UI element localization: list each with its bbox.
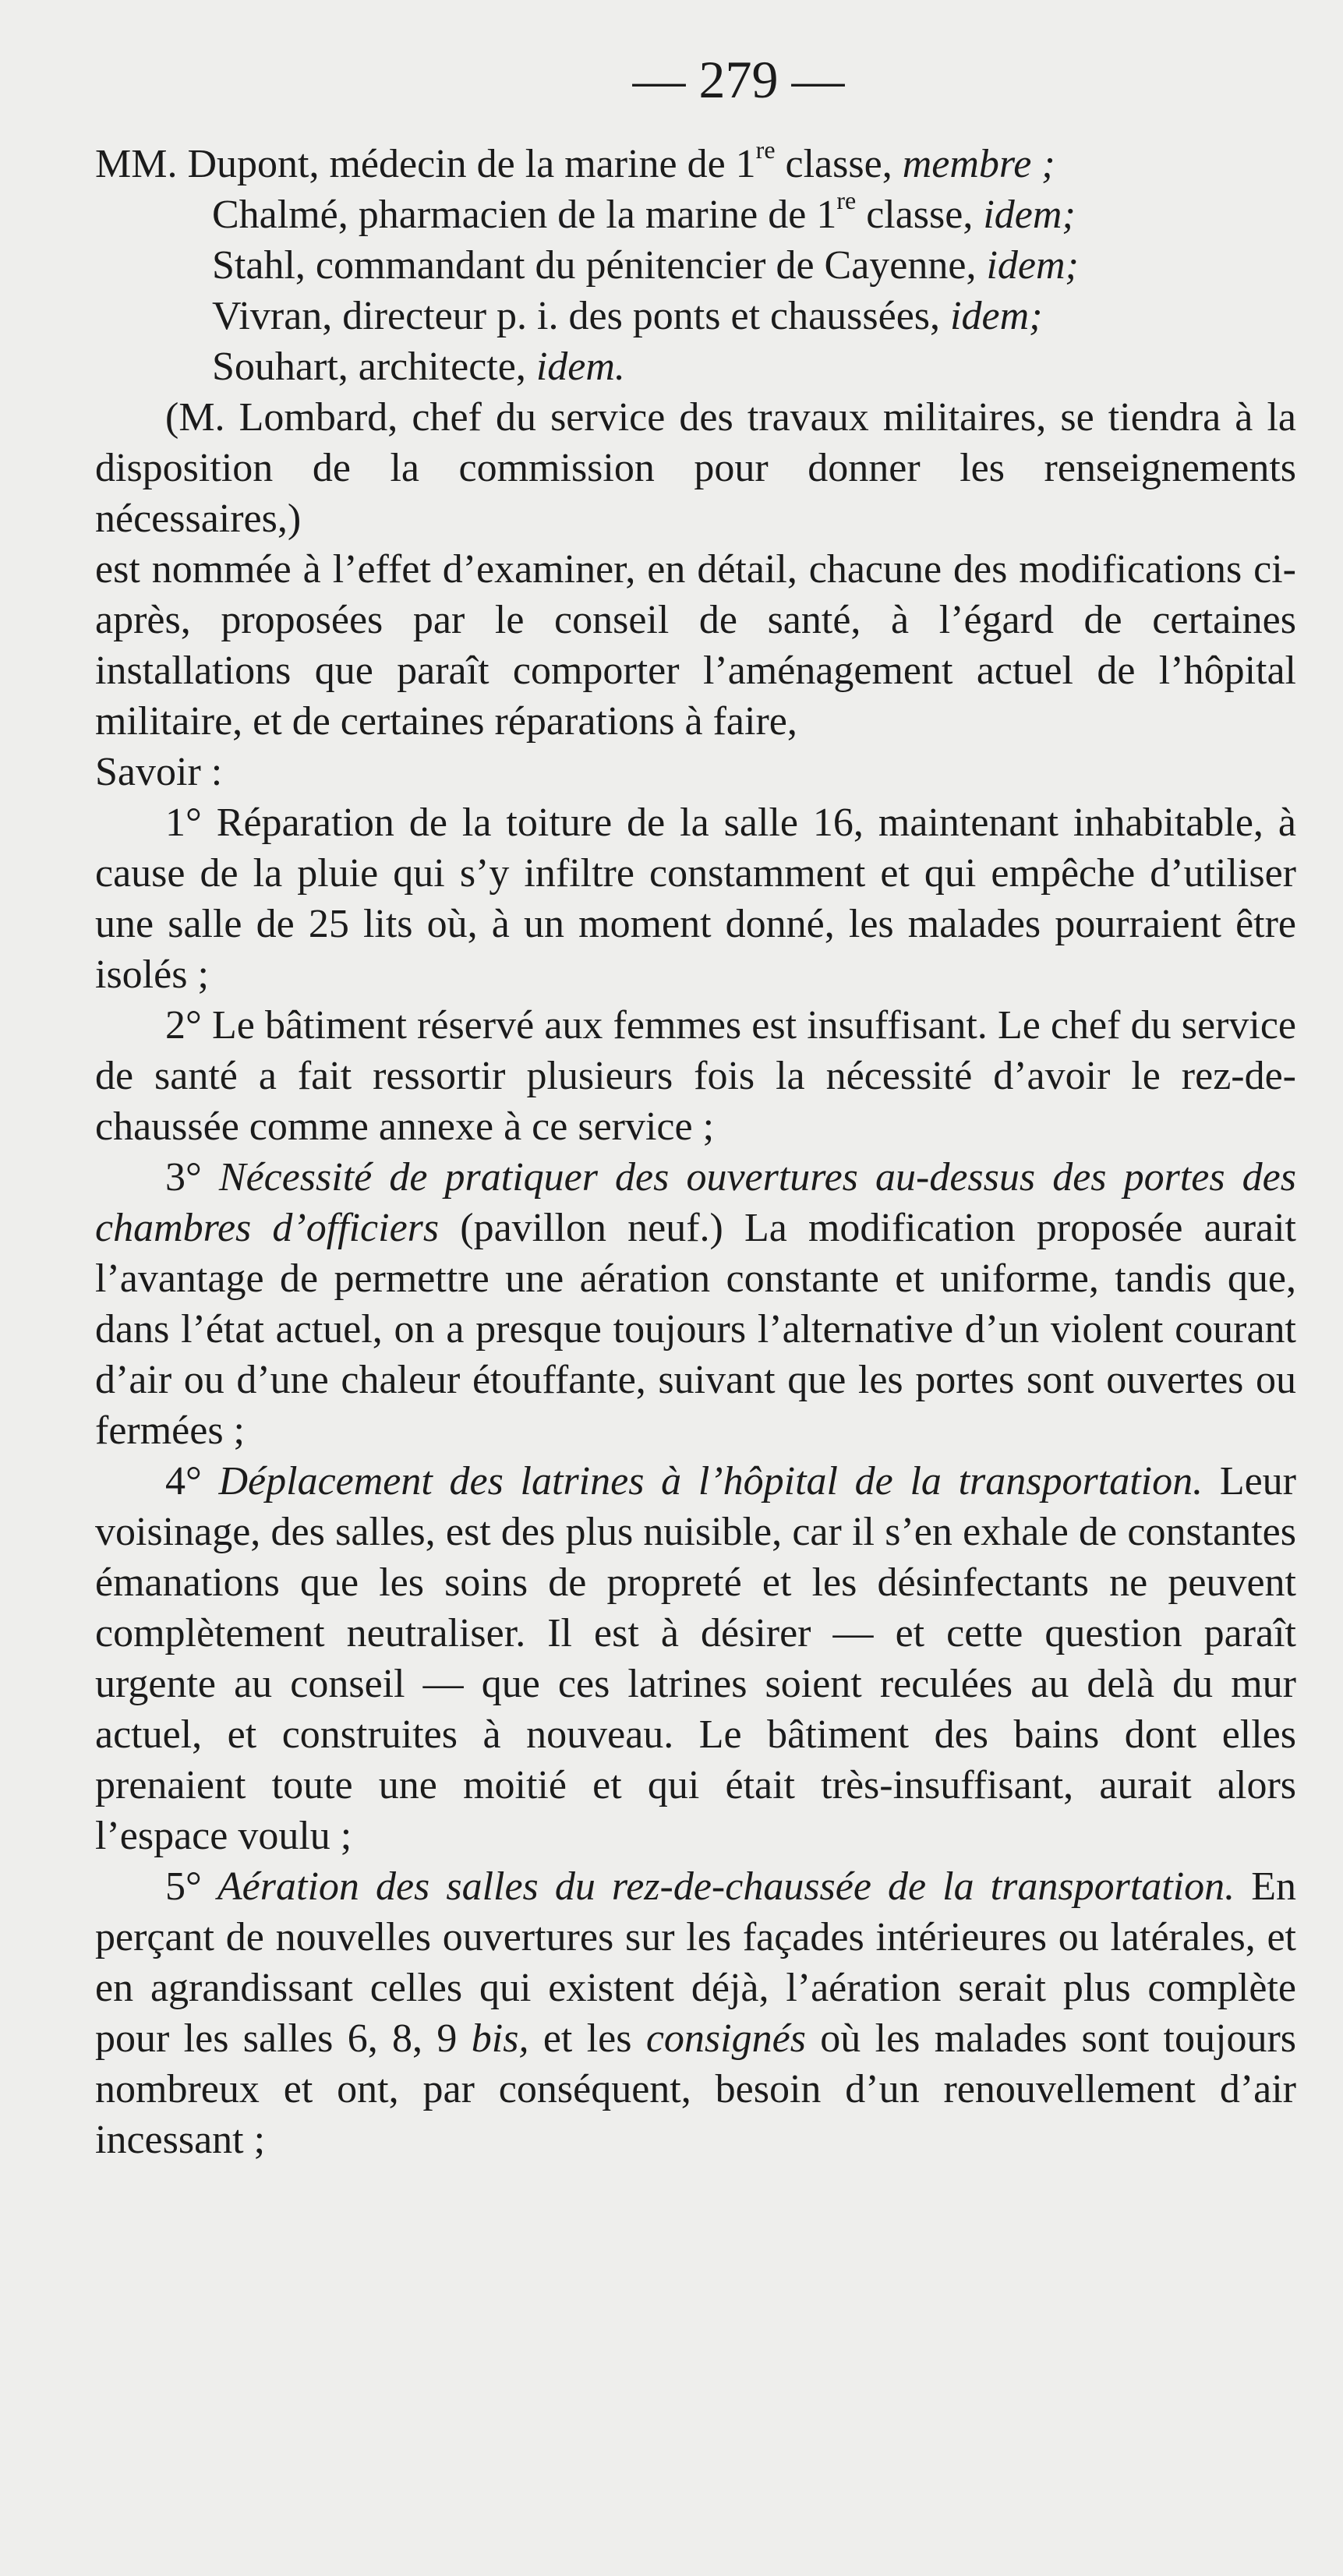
members-list [95,136,1296,392]
item-number: 5° [165,1864,202,1909]
page-number: — 279 — [632,50,845,109]
savoir-heading: Savoir : [95,750,223,794]
item-text: et les [528,2016,646,2061]
member-text: Stahl, commandant du pénitencier de Cayenne, [212,243,987,288]
item-emphasis: consignés [645,2016,806,2061]
item-text: En perçant de nouvelles ouvertures sur les façades intérieures ou latérales, et en agrandissant celles qui existent déjà, l’aération serait plus complète pour les salles 6, 8, 9 [95,1864,1296,2061]
item-3 [95,1152,1296,1456]
item-number: 3° [165,1155,202,1200]
item-1 [95,797,1296,1000]
member-role: idem; [983,193,1076,237]
member-role: membre ; [902,142,1055,186]
item-text: Réparation de la toiture de la salle 16, maintenant inhabitable, à cause de la pluie qui s’y infiltre constamment et qui empêche d’utiliser une salle de 25 lits où, à un moment donné, les malades pourraient être isolés ; [95,800,1296,997]
item-text: où les malades sont toujours nombreux et ont, par conséquent, besoin d’un renouvellement d’air incessant ; [95,2016,1297,2162]
member-role: idem; [950,294,1043,338]
member-text: Souhart, architecte, [212,345,536,389]
note-paragraph: (M. Lombard, chef du service des travaux militaires, se tiendra à la disposition de la commission pour donner les renseignements nécessaires,) [95,395,1296,541]
item-4 [95,1456,1296,1861]
member-text: classe, [856,193,984,237]
intro-paragraph: est nommée à l’effet d’examiner, en détail, chacune des modifications ci-après, proposées par le conseil de santé, à l’égard de certaines installations que paraît comporter l’aménagement actuel de l’hôpital militaire, et de certaines réparations à faire, [95,547,1296,744]
item-text: Le bâtiment réservé aux femmes est insuffisant. Le chef du service de santé a fait ressortir plusieurs fois la nécessité d’avoir le rez-de-chaussée comme annexe à ce service ; [95,1003,1296,1149]
item-5 [95,1861,1296,2165]
member-line [95,186,1296,240]
member-line [95,136,1296,189]
item-text: (pavillon neuf.) La modification proposée aurait l’avantage de permettre une aération constante et uniforme, tandis que, dans l’état actuel, on a presque toujours l’alternative d’un violent courant d’air ou d’une chaleur étouffante, suivant que les portes sont ouvertes ou fermées ; [95,1206,1296,1453]
member-text: MM. Dupont, médecin de la marine de 1 [95,142,756,186]
item-2 [95,1000,1296,1152]
item-number: 1° [165,800,202,845]
item-title: Déplacement des latrines à l’hôpital de la transportation. [201,1459,1203,1504]
item-title: Aération des salles du rez-de-chaussée de la transportation. [201,1864,1235,1909]
ordinal-sup: re [836,186,857,214]
ordinal-sup: re [755,136,776,164]
member-role: idem. [535,345,625,389]
item-text: Leur voisinage, des salles, est des plus nuisible, car il s’en exhale de constantes émanations que les soins de propreté et les désinfectants ne peuvent complètement neutraliser. Il est à désirer — et cette question paraît urgente au conseil — que ces latrines soient reculées au delà du mur actuel, et construites à nouveau. Le bâtiment des bains dont elles prenaient toute une moitié et qui était très-insuffisant, aurait alors l’espace voulu ; [95,1459,1296,1858]
member-text: classe, [775,142,903,186]
member-text: Chalmé, pharmacien de la marine de 1 [212,193,837,237]
item-title: Nécessité de pratiquer des ouvertures au-dessus des portes des chambres d’officiers [95,1155,1296,1250]
member-role: idem; [986,243,1079,288]
item-number: 4° [165,1459,202,1504]
item-emphasis: bis, [471,2016,529,2061]
member-line [95,341,1296,392]
item-number: 2° [165,1003,202,1048]
member-text: Vivran, directeur p. i. des ponts et chaussées, [212,294,951,338]
member-line [95,240,1296,291]
member-line [95,291,1296,341]
